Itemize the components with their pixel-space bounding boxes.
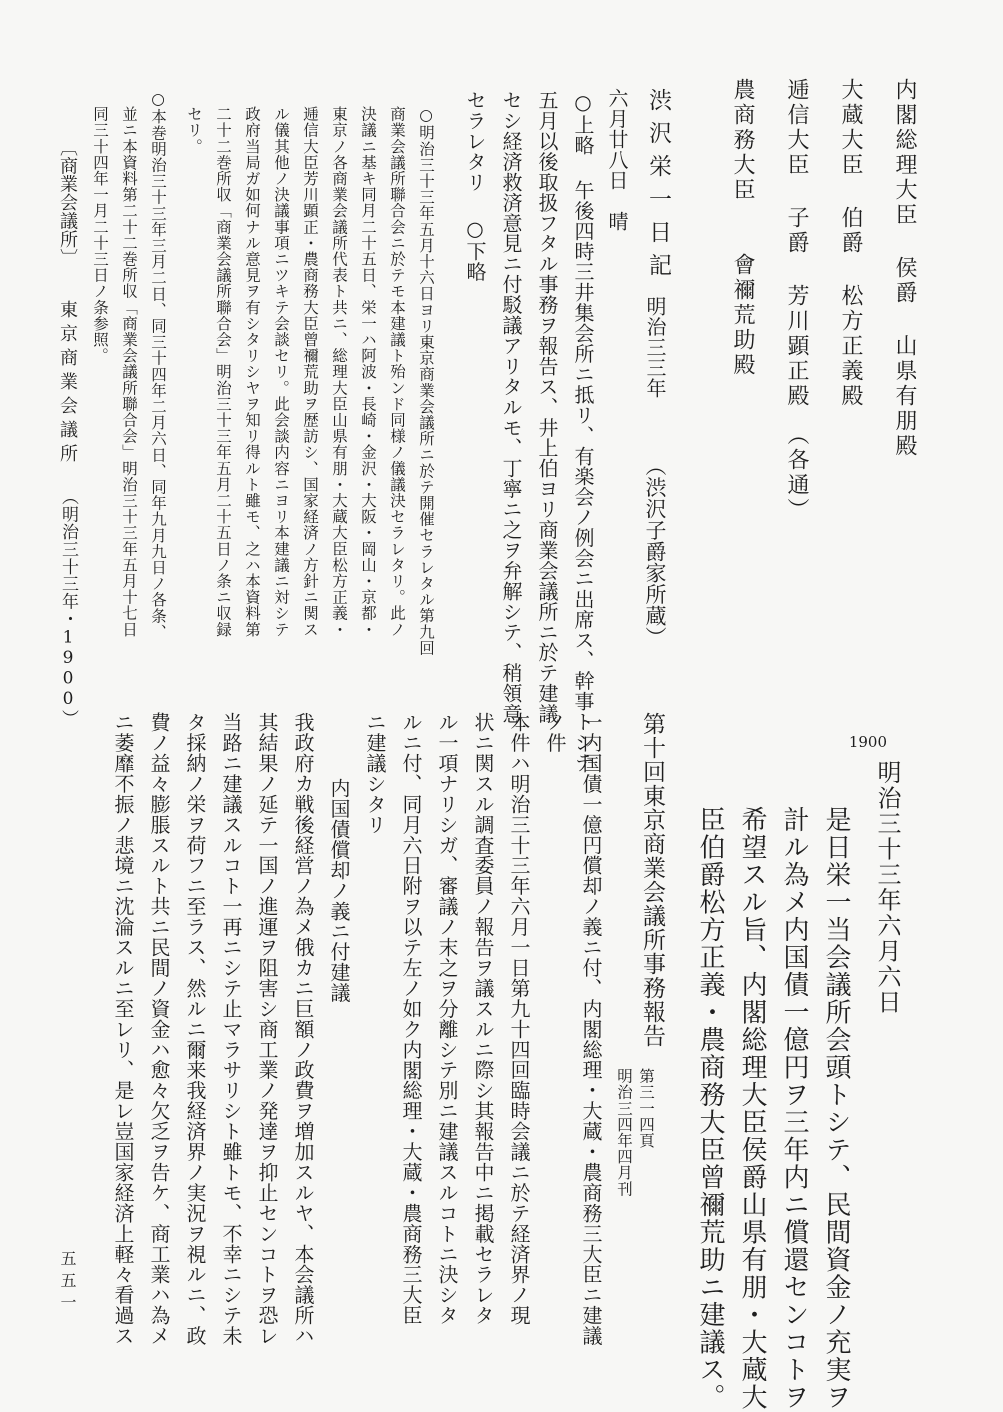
case-body-line: 本件ハ明治三十三年六月一日第九十四回臨時会議ニ於テ経済界ノ現 [507,712,531,1326]
reference-note-line: ○本巻明治三十三年三月二日、同三十四年二月六日、同年九月九日ノ各条、 [149,90,167,640]
case-title-line: 一内国債一億円償却ノ義ニ付、内閣総理・大蔵・農商務三大臣ニ建議 [579,712,603,1346]
diary-date: 六月廿八日 晴 [605,88,629,232]
note-line: 東京ノ各商業会議所代表ト共ニ、総理大臣山県有朋・大蔵大臣松方正義・ [330,106,348,638]
note-line: 決議ニ基キ同月二十五日、栄一ハ阿波・長崎・金沢・大阪・岡山・京都・ [359,106,377,638]
petition-title: 内国債償却ノ義ニ付建議 [327,778,351,1003]
note-line: 政府当局ガ如何ナル意見ヲ有シタリシヤヲ知リ得ルト雖モ、之ハ本資料第 [243,106,261,638]
page-number: 五五一 [58,1250,77,1316]
note-line: ル儀其他ノ決議事項ニツキテ会談セリ。此会談内容ニヨリ本建議ニ対シテ [272,106,290,638]
intro-line: 臣伯爵松方正義・農商務大臣曾禰荒助ニ建議ス。 [695,806,725,1411]
diary-line: セラレタリ ○下略 [463,90,487,283]
report-date: 明治三四年四月刊 [615,1068,633,1197]
note-line: セリ。 [185,106,203,155]
section-label: 〔商業会議所〕 [57,138,78,268]
note-line: 逓信大臣芳川顕正・農商務大臣曾禰荒助ヲ歴訪シ、国家経済ノ方針ニ関ス [301,106,319,638]
case-body-line: ニ建議シタリ [363,712,387,835]
organization-label: 東京商業会議所 [57,300,78,468]
diary-line: セシ経済救済意見ニ付駁議アリタルモ、丁寧ニ之ヲ弁解シテ、稍領意 [499,90,523,724]
addressee-line: 農商務大臣 會禰荒助殿 [730,78,755,378]
year-tag: 1900 [848,733,887,751]
case-title-line: ノ件 [543,712,567,753]
date-heading: 明治三十三年六月六日 [873,760,901,1015]
petition-line: 其結果ノ延テ一国ノ進運ヲ阻害シ商工業ノ発達ヲ抑止センコトヲ恐レ [255,712,279,1346]
diary-source: （渋沢子爵家所蔵） [643,455,667,649]
case-body-line: 状ニ関スル調査委員ノ報告ヲ議スルニ際シ其報告中ニ掲載セラレタ [471,712,495,1326]
note-line: 二十二巻所収「商業会議所聯合会」明治三十三年五月二十五日ノ条ニ収録 [214,106,232,638]
petition-line: タ採納ノ栄ヲ荷フニ至ラス、然ルニ爾来我経済界ノ実況ヲ視ルニ、政 [183,712,207,1346]
addressee-line: 逓信大臣 子爵 芳川顕正殿 （各通） [784,78,809,523]
intro-line: 是日栄一当会議所会頭トシテ、民間資金ノ充実ヲ [821,806,851,1411]
diary-year: 明治三三年 [643,296,667,399]
note-line: ○明治三十三年五月十六日ヨリ東京商業会議所ニ於テ開催セラレタル第九回 [417,106,435,656]
petition-line: 当路ニ建議スルコト一再ニシテ止マラサリシト雖トモ、不幸ニシテ未 [219,712,243,1346]
addressee-line: 内閣総理大臣 侯爵 山県有朋殿 [892,78,917,459]
petition-line: ニ萎靡不振ノ悲境ニ沈淪スルニ至レリ、是レ豈国家経済上軽々看過ス [111,712,135,1346]
reference-note-line: 並ニ本資料第二十二巻所収「商業会議所聯合会」明治三十三年五月十七日 [120,106,138,638]
reference-note-line: 同三十四年一月二十三日ノ条参照。 [91,106,109,364]
intro-line: 計ル為メ内国債一億円ヲ三年内ニ償還センコトヲ [779,806,809,1411]
case-body-line: ル一項ナリシガ、審議ノ末之ヲ分離シテ別ニ建議スルコトニ決シタ [435,712,459,1326]
diary-line: ○上略 午後四時三井集会所ニ抵リ、有楽会ノ例会ニ出席ス、幹事トシテ [571,90,595,773]
report-pages: 第三一四頁 [637,1068,655,1149]
addressee-line: 大蔵大臣 伯爵 松方正義殿 [838,78,863,409]
era-label: （明治三十三年・1900） [58,488,78,727]
intro-line: 希望スル旨、内閣総理大臣侯爵山県有朋・大蔵大 [737,806,767,1411]
note-line: 商業会議所聯合会ニ於テモ本建議ト殆ンド同様ノ儀議決セラレタリ。此ノ [388,106,406,638]
diary-line: 五月以後取扱フタル事務ヲ報告ス、井上伯ヨリ商業会議所ニ於テ建議 [535,90,559,724]
diary-title: 渋沢栄一日記 [645,88,671,286]
petition-line: 我政府カ戦後経営ノ為メ俄カニ巨額ノ政費ヲ増加スルヤ、本会議所ハ [291,712,315,1346]
case-body-line: ルニ付、同月六日附ヲ以テ左ノ如ク内閣総理・大蔵・農商務三大臣 [399,712,423,1326]
petition-line: 費ノ益々膨脹スルト共ニ民間ノ資金ハ愈々欠乏ヲ告ケ、商工業ハ為メ [147,712,171,1346]
report-title: 第十回東京商業会議所事務報告 [639,712,665,1048]
